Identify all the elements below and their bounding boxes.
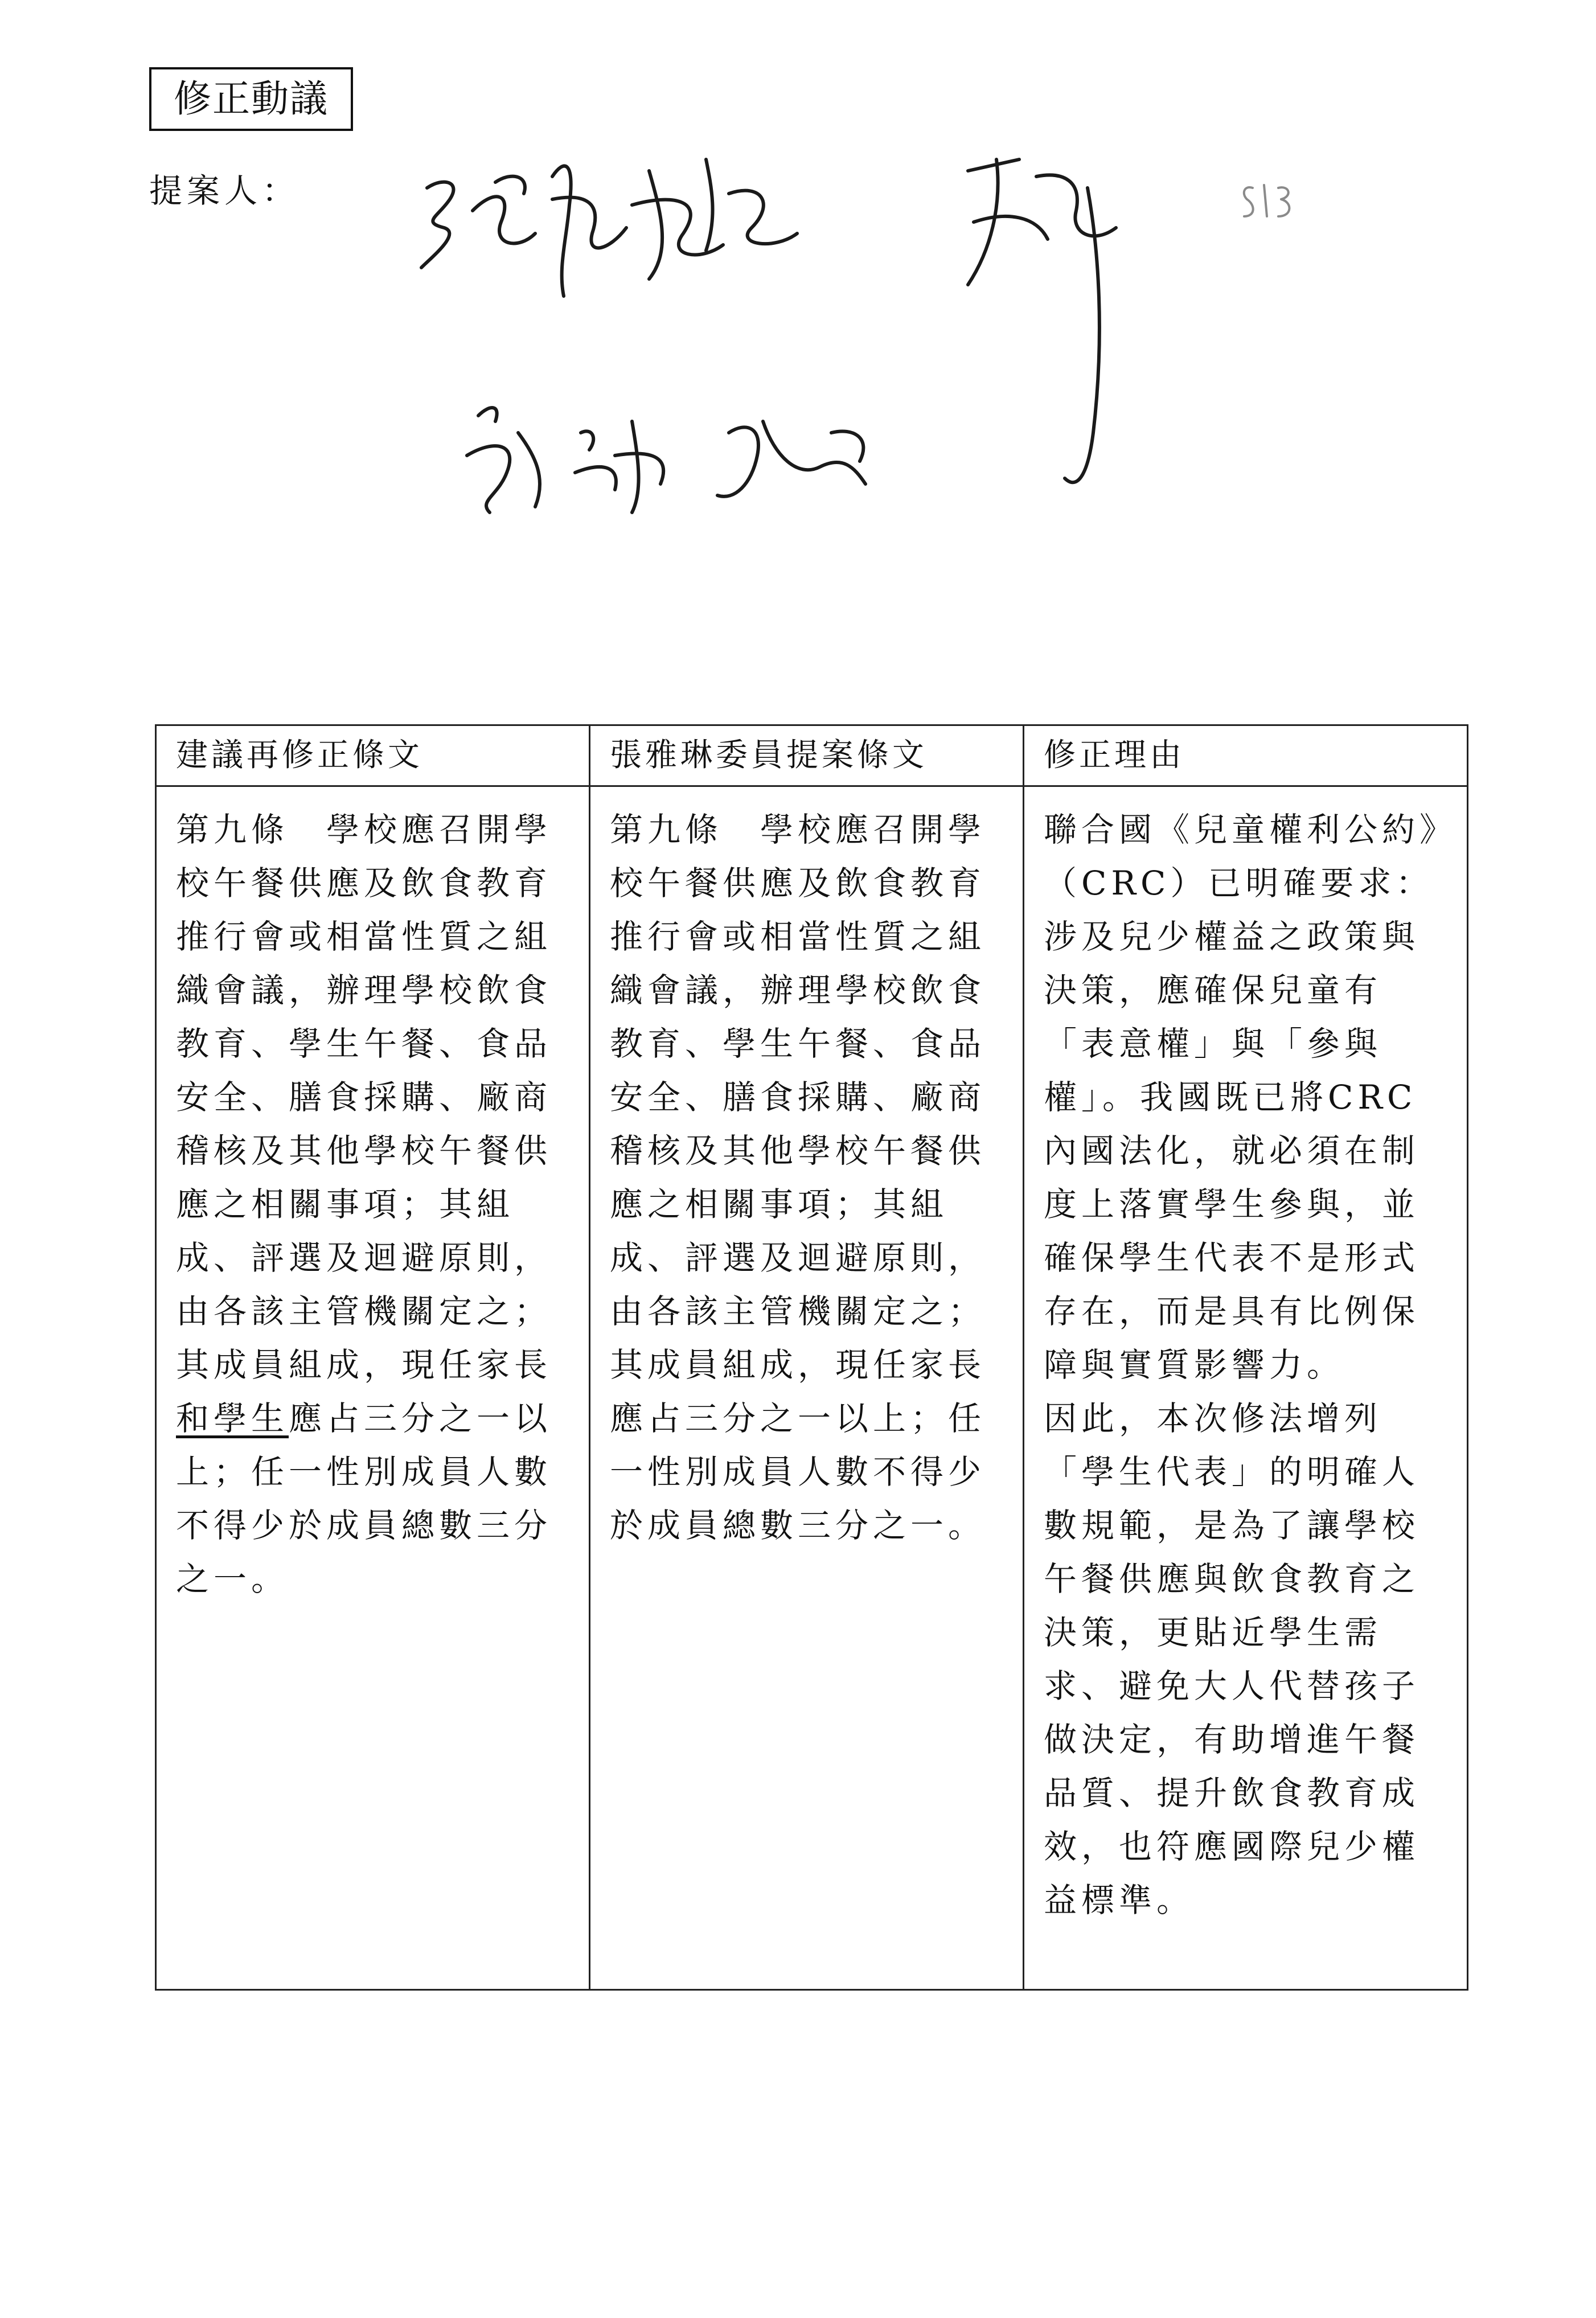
revised-text-underlined: 和學生 [176, 1399, 289, 1438]
cell-revised-text [156, 786, 590, 1990]
table-row [156, 786, 1468, 1990]
header-revised-text: 建議再修正條文 [156, 725, 590, 786]
revised-text-part2: 應占三分之一以上；任一性別成員人數不得少於成員總數三分之一。 [176, 1399, 552, 1598]
proposer-label: 提案人： [149, 171, 300, 210]
table-header-row [156, 725, 1468, 786]
reason-paragraph-1: 聯合國《兒童權利公約》（CRC）已明確要求：涉及兒少權益之政策與決策，應確保兒童有「表意權」與「參與權」。我國既已將CRC內國法化，就必須在制度上落實學生參與，並確保學生代表不是形式存在，而是具有比例保障與實質影響力。 [1044, 810, 1441, 1384]
cell-proposed-text: 第九條 學校應召開學校午餐供應及飲食教育推行會或相當性質之組織會議，辦理學校飲食教育、學生午餐、食品安全、膳食採購、廠商稽核及其他學校午餐供應之相關事項；其組成、評選及迴避原則，由各該主管機關定之；其成員組成，現任家長應占三分之一以上；任一性別成員人數不得少於成員總數三分之一。 [590, 786, 1024, 1990]
revised-text-part1: 第九條 學校應召開學校午餐供應及飲食教育推行會或相當性質之組織會議，辦理學校飲食教育、學生午餐、食品安全、膳食採購、廠商稽核及其他學校午餐供應之相關事項；其組成、評選及迴避原則，由各該主管機關定之；其成員組成，現任家長 [176, 810, 552, 1384]
header-reason: 修正理由 [1024, 725, 1468, 786]
document-title: 修正動議 [149, 67, 353, 131]
amendment-table [155, 724, 1468, 1991]
handwritten-signatures [364, 137, 1446, 592]
header-proposed-text: 張雅琳委員提案條文 [590, 725, 1024, 786]
reason-paragraph-2: 因此，本次修法增列「學生代表」的明確人數規範，是為了讓學校午餐供應與飲食教育之決策，更貼近學生需求、避免大人代替孩子做決定，有助增進午餐品質、提升飲食教育成效，也符應國際兒少權益標準。 [1044, 1399, 1420, 1919]
cell-reason [1024, 786, 1468, 1990]
